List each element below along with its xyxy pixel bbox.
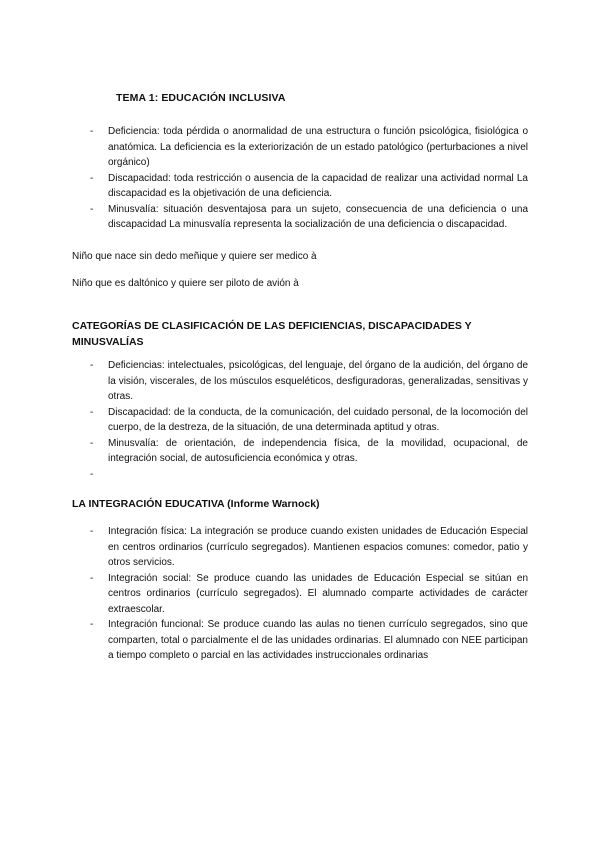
list-item: - Integración social: Se produce cuando las unidades de Educación Especial se sitúan en centros ordinarios (currículo segregados). El alumnado comparte actividades de carácter extraescolar. — [72, 571, 528, 618]
definitions-list — [72, 124, 528, 233]
categories-list — [72, 358, 528, 482]
list-item: - Deficiencia: toda pérdida o anormalidad de una estructura o función psicológica, fisiológica o anatómica. La deficiencia es la exteriorización de un estado patológico (perturbaciones a nivel orgánico) — [72, 124, 528, 171]
example-paragraph: Niño que nace sin dedo meñique y quiere ser medico à — [72, 251, 317, 262]
list-item: - Discapacidad: de la conducta, de la comunicación, del cuidado personal, de la locomoción del cuerpo, de la destreza, de la situación, de una determinada aptitud y otras. — [72, 405, 528, 436]
page-title: TEMA 1: EDUCACIÓN INCLUSIVA — [116, 92, 286, 104]
list-item-empty — [72, 467, 528, 483]
list-item: - Deficiencias: intelectuales, psicológicas, del lenguaje, del órgano de la audición, del órgano de la visión, viscerales, de los músculos esqueléticos, desfiguradoras, generalizadas, sensitivas y otras. — [72, 358, 528, 405]
list-item: - Integración física: La integración se produce cuando existen unidades de Educación Especial en centros ordinarios (currículo segregados). Mantienen espacios comunes: comedor, patio y otros servicios. — [72, 524, 528, 571]
list-item: - Integración funcional: Se produce cuando las aulas no tienen currículo segregados, sino que comparten, total o parcialmente el de las unidades ordinarias. El alumnado con NEE participan a tiempo completo o parcial en las actividades instruccionales ordinarias — [72, 617, 528, 664]
section-heading-integration: LA INTEGRACIÓN EDUCATIVA (Informe Warnock) — [72, 498, 320, 510]
list-item: - Discapacidad: toda restricción o ausencia de la capacidad de realizar una actividad normal La discapacidad es la objetivación de una deficiencia. — [72, 171, 528, 202]
example-paragraph: Niño que es daltónico y quiere ser piloto de avión à — [72, 278, 299, 289]
section-heading-categories: CATEGORÍAS DE CLASIFICACIÓN DE LAS DEFICIENCIAS, DISCAPACIDADES Y MINUSVALÍAS — [72, 320, 472, 348]
list-item: - Minusvalía: situación desventajosa para un sujeto, consecuencia de una deficiencia o una discapacidad La minusvalía representa la socialización de una deficiencia o discapacidad. — [72, 202, 528, 233]
list-item: - Minusvalía: de orientación, de independencia física, de la movilidad, ocupacional, de integración social, de autosuficiencia económica y otras. — [72, 436, 528, 467]
integration-list — [72, 524, 528, 664]
